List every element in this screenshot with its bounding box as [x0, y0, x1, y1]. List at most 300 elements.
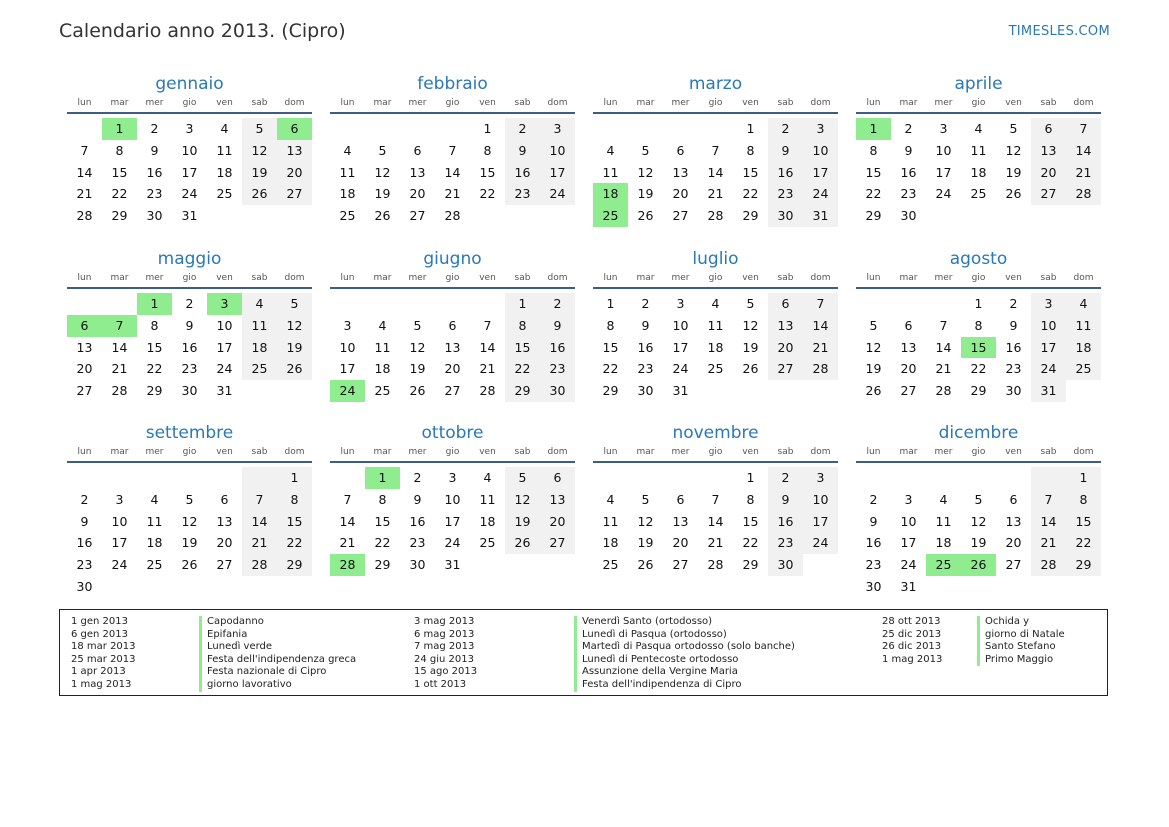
day-cell: 18: [707, 339, 724, 355]
day-cell: 6: [768, 293, 803, 315]
day-cell: 20: [216, 535, 233, 551]
weekday-label: mar: [373, 447, 392, 457]
month-name: dicembre: [938, 423, 1019, 443]
day-cell: 28: [1031, 554, 1066, 576]
weekday-label: mer: [934, 273, 953, 283]
day-cell: 11: [216, 142, 233, 158]
day-cell: 9: [540, 315, 575, 337]
holiday-day-cell: 6: [67, 315, 102, 337]
day-cell: 15: [374, 513, 391, 529]
day-cell: 22: [277, 532, 312, 554]
day-cell: 10: [111, 513, 128, 529]
day-cell: 19: [1005, 164, 1022, 180]
week-row: [67, 337, 312, 359]
day-cell: 13: [444, 339, 461, 355]
day-cell: 3: [904, 491, 913, 507]
empty-day: [540, 554, 575, 576]
weekday-label: mer: [145, 98, 164, 108]
weekday-label: mar: [373, 98, 392, 108]
day-cell: 23: [637, 361, 654, 377]
legend-holiday-name: Primo Maggio: [985, 653, 1054, 665]
weekday-label: dom: [547, 98, 568, 108]
day-cell: 4: [711, 296, 720, 311]
day-cell: 22: [479, 186, 496, 202]
day-cell: 21: [1066, 162, 1101, 184]
week-row: [67, 162, 312, 184]
holiday-day-cell: 25: [926, 554, 961, 576]
day-cell: 27: [768, 358, 803, 380]
day-cell: 7: [1031, 489, 1066, 511]
legend-holiday-name: giorno lavorativo: [207, 678, 292, 690]
month-luglio: [593, 247, 838, 402]
week-row: [593, 380, 838, 402]
day-cell: 9: [641, 317, 650, 333]
day-cell: 7: [1066, 118, 1101, 140]
day-cell: 12: [242, 140, 277, 162]
day-cell: 11: [935, 513, 952, 529]
day-cell: 29: [742, 208, 759, 224]
day-cell: 24: [935, 186, 952, 202]
day-cell: 10: [540, 140, 575, 162]
empty-day: [365, 118, 400, 140]
month-agosto: [856, 247, 1101, 402]
legend-dates-3: [882, 616, 942, 666]
day-cell: 20: [1005, 535, 1022, 551]
day-cell: 13: [409, 164, 426, 180]
day-cell: 15: [865, 164, 882, 180]
day-cell: 31: [444, 557, 461, 573]
day-cell: 9: [869, 513, 878, 529]
day-cell: 16: [637, 339, 654, 355]
day-cell: 6: [1031, 118, 1066, 140]
day-cell: 19: [277, 337, 312, 359]
day-cell: 21: [479, 361, 496, 377]
day-cell: 19: [181, 535, 198, 551]
day-cell: 23: [1005, 361, 1022, 377]
empty-day: [803, 380, 838, 402]
week-row: [67, 183, 312, 205]
day-cell: 26: [637, 557, 654, 573]
site-link[interactable]: TIMESLES.COM: [1008, 24, 1110, 39]
day-cell: 5: [505, 467, 540, 489]
weekday-label: sab: [514, 98, 531, 108]
month-marzo: [593, 72, 838, 227]
weekday-header: [856, 96, 1101, 114]
day-cell: 12: [742, 317, 759, 333]
day-cell: 16: [768, 162, 803, 184]
day-cell: 27: [1005, 557, 1022, 573]
day-cell: 7: [711, 491, 720, 507]
day-cell: 13: [1005, 513, 1022, 529]
day-cell: 24: [672, 361, 689, 377]
weekday-label: mar: [899, 98, 918, 108]
day-cell: 1: [277, 467, 312, 489]
empty-day: [996, 467, 1031, 489]
weekday-label: sab: [1040, 98, 1057, 108]
day-cell: 2: [150, 121, 159, 136]
day-cell: 16: [540, 337, 575, 359]
day-cell: 28: [707, 557, 724, 573]
weekday-label: ven: [742, 447, 759, 457]
holiday-day-cell: 3: [207, 293, 242, 315]
day-cell: 15: [742, 164, 759, 180]
week-row: [67, 315, 312, 337]
empty-day: [365, 293, 400, 315]
day-cell: 14: [111, 339, 128, 355]
empty-day: [540, 205, 575, 227]
day-cell: 28: [935, 383, 952, 399]
legend-names-1: [199, 616, 356, 692]
day-cell: 20: [672, 186, 689, 202]
holiday-legend: [59, 609, 1108, 696]
day-cell: 4: [483, 470, 492, 485]
empty-day: [330, 118, 365, 140]
day-cell: 17: [540, 162, 575, 184]
day-cell: 23: [768, 183, 803, 205]
day-cell: 5: [746, 296, 755, 311]
day-cell: 20: [409, 186, 426, 202]
legend-date: 28 ott 2013: [882, 616, 941, 627]
weekday-label: lun: [866, 447, 881, 457]
day-cell: 12: [970, 513, 987, 529]
day-cell: 16: [900, 164, 917, 180]
weekday-label: sab: [251, 273, 268, 283]
weekday-header: [593, 96, 838, 114]
empty-day: [996, 205, 1031, 227]
week-row: [593, 554, 838, 576]
weekday-label: ven: [479, 98, 496, 108]
day-cell: 29: [1066, 554, 1101, 576]
day-cell: 5: [641, 491, 650, 507]
weekday-label: mar: [110, 98, 129, 108]
weekday-label: mar: [373, 273, 392, 283]
day-cell: 24: [181, 186, 198, 202]
empty-day: [663, 118, 698, 140]
day-cell: 22: [374, 535, 391, 551]
day-cell: 25: [602, 557, 619, 573]
day-cell: 31: [181, 208, 198, 224]
day-cell: 30: [900, 208, 917, 224]
day-cell: 18: [216, 164, 233, 180]
day-cell: 26: [181, 557, 198, 573]
legend-holiday-name: Lunedì verde: [207, 641, 273, 653]
empty-day: [891, 293, 926, 315]
empty-day: [277, 205, 312, 227]
empty-day: [277, 576, 312, 598]
empty-day: [891, 467, 926, 489]
day-cell: 21: [1031, 532, 1066, 554]
empty-day: [102, 467, 137, 489]
day-cell: 28: [803, 358, 838, 380]
day-cell: 5: [185, 491, 194, 507]
week-row: [67, 358, 312, 380]
day-cell: 16: [505, 162, 540, 184]
legend-holiday-name: Festa dell'indipendenza di Cipro: [582, 678, 742, 690]
day-cell: 29: [146, 383, 163, 399]
day-cell: 21: [707, 186, 724, 202]
day-cell: 26: [374, 208, 391, 224]
week-row: [330, 118, 575, 140]
day-cell: 26: [1005, 186, 1022, 202]
day-cell: 30: [768, 205, 803, 227]
weekday-label: lun: [603, 273, 618, 283]
day-cell: 22: [111, 186, 128, 202]
empty-day: [67, 118, 102, 140]
month-novembre: [593, 421, 838, 576]
empty-day: [961, 467, 996, 489]
day-cell: 23: [505, 183, 540, 205]
weekday-label: ven: [742, 98, 759, 108]
empty-day: [926, 467, 961, 489]
weekday-label: sab: [251, 98, 268, 108]
day-cell: 26: [637, 208, 654, 224]
day-cell: 1: [974, 296, 983, 311]
weekday-label: gio: [708, 273, 723, 283]
week-row: [330, 315, 575, 337]
weekday-label: sab: [777, 447, 794, 457]
day-cell: 9: [185, 317, 194, 333]
holiday-day-cell: 18: [593, 183, 628, 205]
day-cell: 22: [1066, 532, 1101, 554]
week-row: [67, 467, 312, 489]
empty-day: [172, 576, 207, 598]
empty-day: [961, 576, 996, 598]
day-cell: 24: [803, 183, 838, 205]
weekday-header: [67, 271, 312, 289]
month-maggio: [67, 247, 312, 402]
day-cell: 25: [1066, 358, 1101, 380]
day-cell: 19: [242, 162, 277, 184]
day-cell: 9: [1009, 317, 1018, 333]
day-cell: 30: [865, 578, 882, 594]
day-cell: 7: [242, 489, 277, 511]
week-row: [67, 140, 312, 162]
weekday-label: ven: [742, 273, 759, 283]
day-cell: 14: [242, 511, 277, 533]
day-cell: 5: [641, 142, 650, 158]
day-cell: 24: [900, 557, 917, 573]
day-cell: 2: [869, 491, 878, 507]
day-cell: 24: [1031, 358, 1066, 380]
day-cell: 20: [444, 361, 461, 377]
weekday-label: gio: [445, 273, 460, 283]
day-cell: 5: [413, 317, 422, 333]
day-cell: 4: [343, 142, 352, 158]
day-cell: 12: [865, 339, 882, 355]
month-name: agosto: [949, 249, 1008, 269]
weekday-label: sab: [777, 98, 794, 108]
months-grid: [67, 72, 1107, 602]
week-row: [330, 205, 575, 227]
legend-names-2: [574, 616, 795, 692]
holiday-day-cell: 28: [330, 554, 365, 576]
day-cell: 26: [409, 383, 426, 399]
weekday-label: ven: [216, 447, 233, 457]
legend-date: 3 mag 2013: [414, 616, 475, 627]
day-cell: 3: [540, 118, 575, 140]
day-cell: 8: [115, 142, 124, 158]
week-row: [67, 380, 312, 402]
day-cell: 13: [672, 164, 689, 180]
empty-day: [242, 205, 277, 227]
empty-day: [1066, 380, 1101, 402]
day-cell: 23: [181, 361, 198, 377]
weekday-label: sab: [1040, 447, 1057, 457]
weekday-label: gio: [971, 98, 986, 108]
legend-holiday-name: Martedì di Pasqua ortodosso (solo banche): [582, 641, 795, 653]
day-cell: 11: [1066, 315, 1101, 337]
empty-day: [207, 205, 242, 227]
legend-date: 6 gen 2013: [71, 628, 129, 640]
day-cell: 5: [378, 142, 387, 158]
weekday-label: lun: [77, 273, 92, 283]
weekday-label: gio: [182, 98, 197, 108]
day-cell: 7: [80, 142, 89, 158]
day-cell: 12: [637, 513, 654, 529]
day-cell: 26: [742, 361, 759, 377]
day-cell: 20: [540, 511, 575, 533]
weekday-label: mar: [110, 273, 129, 283]
weekday-label: mar: [899, 447, 918, 457]
weekday-label: sab: [514, 273, 531, 283]
day-cell: 18: [479, 513, 496, 529]
weekday-label: mar: [110, 447, 129, 457]
week-row: [856, 315, 1101, 337]
empty-day: [330, 293, 365, 315]
day-cell: 28: [707, 208, 724, 224]
day-cell: 6: [676, 491, 685, 507]
day-cell: 12: [409, 339, 426, 355]
day-cell: 10: [181, 142, 198, 158]
day-cell: 3: [185, 121, 194, 136]
day-cell: 6: [413, 142, 422, 158]
empty-day: [102, 293, 137, 315]
day-cell: 4: [974, 121, 983, 136]
weekday-label: lun: [340, 447, 355, 457]
day-cell: 23: [146, 186, 163, 202]
day-cell: 30: [181, 383, 198, 399]
day-cell: 4: [242, 293, 277, 315]
holiday-day-cell: 6: [277, 118, 312, 140]
day-cell: 16: [181, 339, 198, 355]
empty-day: [435, 118, 470, 140]
day-cell: 6: [904, 317, 913, 333]
day-cell: 21: [111, 361, 128, 377]
empty-day: [242, 380, 277, 402]
empty-day: [593, 118, 628, 140]
day-cell: 9: [80, 513, 89, 529]
day-cell: 21: [339, 535, 356, 551]
week-row: [593, 511, 838, 533]
day-cell: 25: [146, 557, 163, 573]
day-cell: 15: [479, 164, 496, 180]
weekday-label: lun: [603, 447, 618, 457]
day-cell: 3: [676, 296, 685, 311]
day-cell: 28: [1066, 183, 1101, 205]
legend-date: 24 giu 2013: [414, 653, 474, 665]
day-cell: 29: [865, 208, 882, 224]
month-giugno: [330, 247, 575, 402]
day-cell: 23: [900, 186, 917, 202]
holiday-day-cell: 26: [961, 554, 996, 576]
week-row: [330, 140, 575, 162]
day-cell: 8: [505, 315, 540, 337]
weekday-label: ven: [1005, 273, 1022, 283]
day-cell: 23: [540, 358, 575, 380]
day-cell: 19: [409, 361, 426, 377]
day-cell: 11: [970, 142, 987, 158]
week-row: [856, 358, 1101, 380]
empty-day: [1031, 576, 1066, 598]
day-cell: 15: [742, 513, 759, 529]
day-cell: 29: [970, 383, 987, 399]
holiday-day-cell: 1: [365, 467, 400, 489]
day-cell: 10: [216, 317, 233, 333]
day-cell: 17: [900, 535, 917, 551]
day-cell: 11: [602, 513, 619, 529]
day-cell: 2: [540, 293, 575, 315]
month-name: maggio: [157, 249, 222, 269]
weekday-label: gio: [445, 98, 460, 108]
empty-day: [470, 293, 505, 315]
weekday-label: mer: [408, 98, 427, 108]
day-cell: 6: [1009, 491, 1018, 507]
day-cell: 4: [150, 491, 159, 507]
legend-holiday-name: Santo Stefano: [985, 641, 1056, 653]
day-cell: 25: [707, 361, 724, 377]
empty-day: [137, 576, 172, 598]
day-cell: 1: [746, 121, 755, 136]
day-cell: 4: [378, 317, 387, 333]
day-cell: 27: [216, 557, 233, 573]
day-cell: 23: [768, 532, 803, 554]
day-cell: 6: [540, 467, 575, 489]
weekday-label: lun: [340, 273, 355, 283]
empty-day: [803, 554, 838, 576]
day-cell: 30: [540, 380, 575, 402]
weekday-label: lun: [866, 98, 881, 108]
legend-date: 7 mag 2013: [414, 641, 475, 653]
day-cell: 4: [220, 121, 229, 136]
legend-holiday-name: Epifania: [207, 628, 248, 640]
day-cell: 2: [1009, 296, 1018, 311]
weekday-label: ven: [216, 273, 233, 283]
holiday-day-cell: 15: [961, 337, 996, 359]
month-name: luglio: [692, 249, 739, 269]
day-cell: 23: [76, 557, 93, 573]
day-cell: 28: [111, 383, 128, 399]
holiday-day-cell: 24: [330, 380, 365, 402]
day-cell: 25: [479, 535, 496, 551]
day-cell: 2: [413, 470, 422, 485]
legend-holiday-name: giorno di Natale: [985, 628, 1065, 640]
day-cell: 9: [768, 140, 803, 162]
day-cell: 21: [76, 186, 93, 202]
day-cell: 10: [1031, 315, 1066, 337]
legend-holiday-name: Ochida y: [985, 616, 1030, 627]
day-cell: 22: [505, 358, 540, 380]
weekday-label: dom: [284, 273, 305, 283]
week-row: [856, 183, 1101, 205]
day-cell: 31: [216, 383, 233, 399]
day-cell: 18: [242, 337, 277, 359]
day-cell: 17: [803, 162, 838, 184]
day-cell: 7: [448, 142, 457, 158]
day-cell: 2: [80, 491, 89, 507]
day-cell: 9: [904, 142, 913, 158]
legend-date: 1 mag 2013: [882, 653, 943, 665]
month-name: ottobre: [421, 423, 484, 443]
